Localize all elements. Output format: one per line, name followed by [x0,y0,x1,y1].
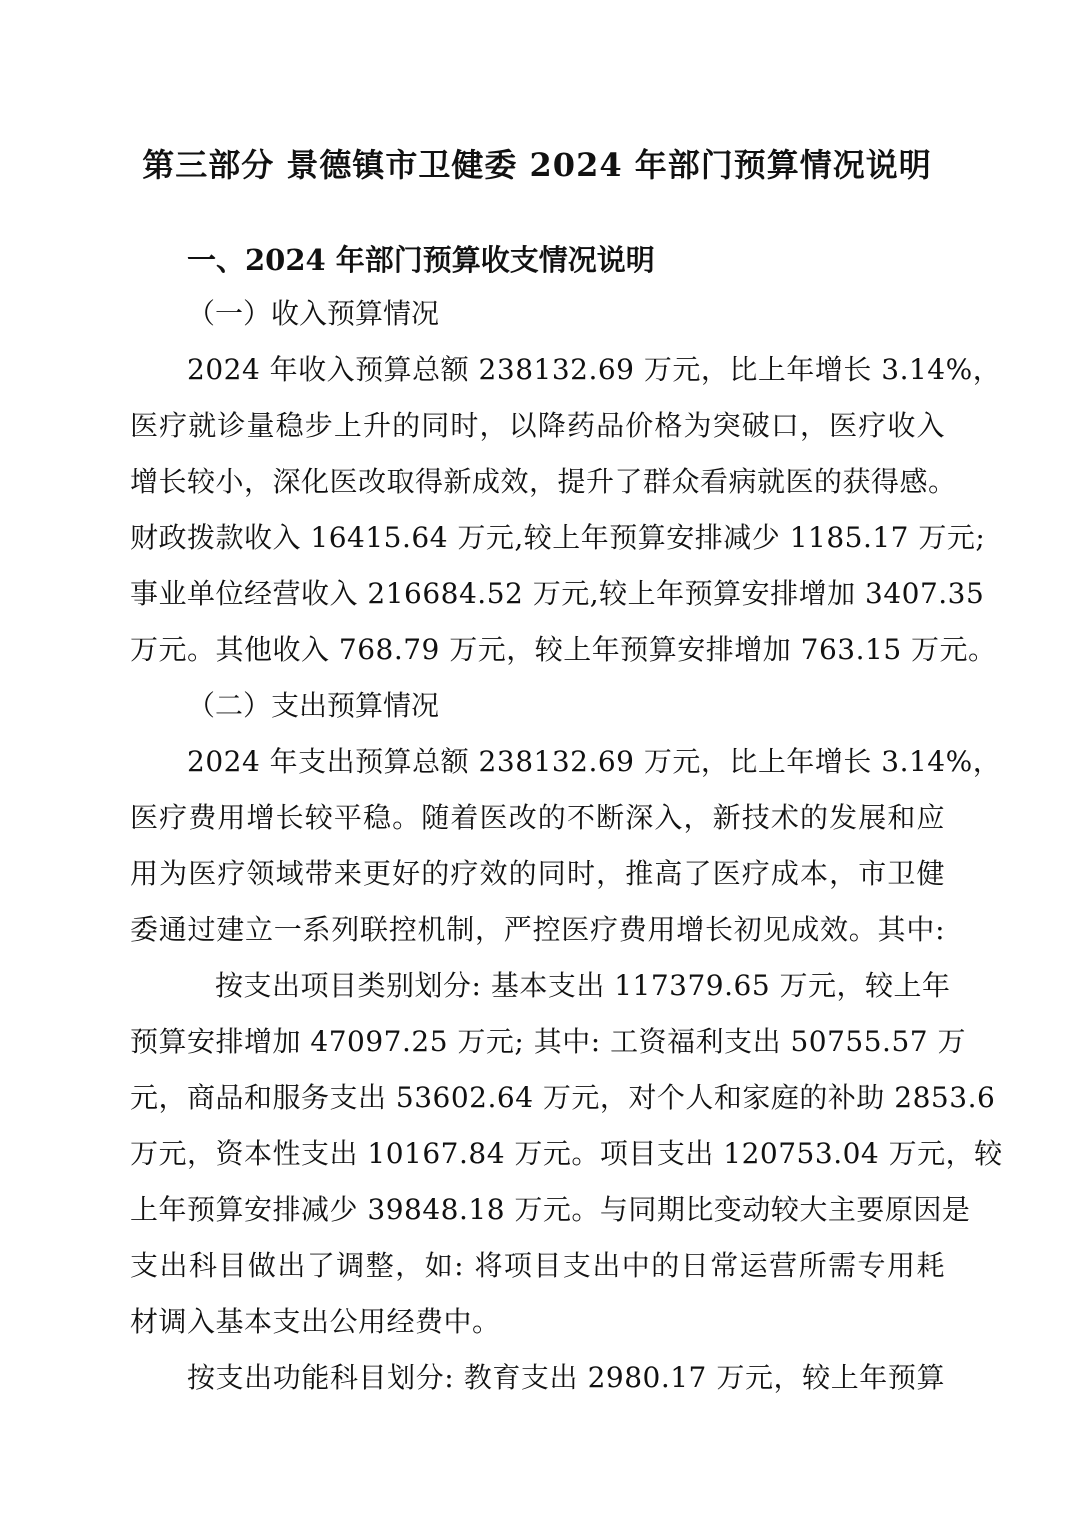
paragraph-line: 万元。其他收入 768.79 万元，较上年预算安排增加 763.15 万元。 [130,633,997,666]
paragraph-line: 委通过建立一系列联控机制，严控医疗费用增长初见成效。其中: [130,913,945,946]
paragraph-line: 万元，资本性支出 10167.84 万元。项目支出 120753.04 万元，较 [130,1137,1003,1170]
page-title: 第三部分 景德镇市卫健委 2024 年部门预算情况说明 [142,146,932,184]
section-heading: 一、2024 年部门预算收支情况说明 [187,243,655,277]
paragraph-line: 事业单位经营收入 216684.52 万元,较上年预算安排增加 3407.35 [130,577,985,610]
paragraph-line: 支出科目做出了调整，如: 将项目支出中的日常运营所需专用耗 [130,1249,945,1282]
paragraph-line: 2024 年收入预算总额 238132.69 万元，比上年增长 3.14%， [187,353,1002,386]
subsection-heading-expense: （二）支出预算情况 [187,689,440,722]
paragraph-line: 增长较小，深化医改取得新成效，提升了群众看病就医的获得感。 [130,465,957,498]
paragraph-line: 按支出功能科目划分: 教育支出 2980.17 万元，较上年预算 [187,1361,945,1394]
paragraph-line: 材调入基本支出公用经费中。 [130,1305,501,1338]
paragraph-line: 用为医疗领域带来更好的疗效的同时，推高了医疗成本，市卫健 [130,857,945,890]
paragraph-line: 财政拨款收入 16415.64 万元,较上年预算安排减少 1185.17 万元; [130,521,986,554]
subsection-heading-income: （一）收入预算情况 [187,297,440,330]
paragraph-line: 按支出项目类别划分: 基本支出 117379.65 万元，较上年 [215,969,951,1002]
paragraph-line: 医疗费用增长较平稳。随着医改的不断深入，新技术的发展和应 [130,801,945,834]
paragraph-line: 预算安排增加 47097.25 万元; 其中: 工资福利支出 50755.57 万 [130,1025,966,1058]
paragraph-line: 2024 年支出预算总额 238132.69 万元，比上年增长 3.14%， [187,745,1002,778]
paragraph-line: 元，商品和服务支出 53602.64 万元，对个人和家庭的补助 2853.6 [130,1081,996,1114]
paragraph-line: 上年预算安排减少 39848.18 万元。与同期比变动较大主要原因是 [130,1193,971,1226]
paragraph-line: 医疗就诊量稳步上升的同时，以降药品价格为突破口，医疗收入 [130,409,945,442]
